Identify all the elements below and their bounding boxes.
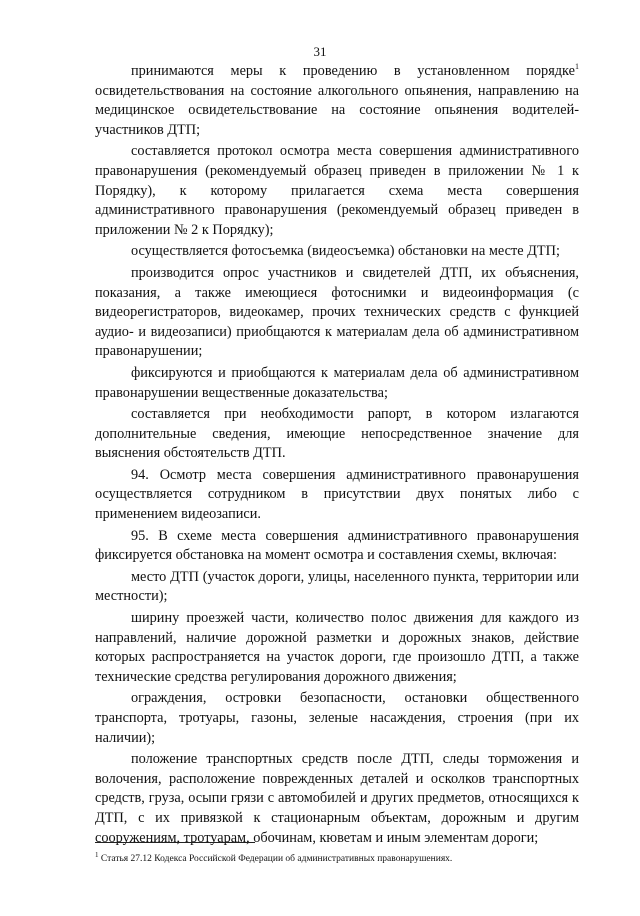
paragraph-1-tail: освидетельствования на состояние алкогольного опьянения, направлению на медицинское освидетельствование на состояние опьянения водителей-участников ДТП; xyxy=(95,82,579,138)
page-number: 31 xyxy=(313,44,327,59)
footnote-text: Статья 27.12 Кодекса Российской Федерации об административных правонарушениях. xyxy=(100,854,453,865)
paragraph-10: положение транспортных средств после ДТП, следы торможения и волочения, расположение поврежденных деталей и осколков транспортных средств, груза, осыпи грязи с автомобилей и других предметов, относящихся к ДТП, с их привязкой к стационарным объектам, дорожным и другим сооружениям, тротуарам, обочинам, кюветам и иным элементам дороги; xyxy=(95,751,579,846)
paragraph-5: фиксируются и приобщаются к материалам дела об административном правонарушении вещественные доказательства; xyxy=(95,364,579,401)
footnote-divider xyxy=(95,842,255,843)
paragraph-3: осуществляется фотосъемка (видеосъемка) обстановки на месте ДТП; xyxy=(131,243,560,260)
paragraph-4: производится опрос участников и свидетелей ДТП, их объяснения, показания, а также имеющиеся фотоснимки и видеоинформация (с видеорегистраторов, видеокамер, прочих технических средств с функцией аудио- и видеозаписи) приобщаются к материалам дела об административном правонарушении; xyxy=(95,264,579,360)
paragraph-8: ширину проезжей части, количество полос движения для каждого из направлений, наличие дорожной разметки и дорожных знаков, действие которых распространяется на участок дороги, где произошло ДТП, а также технические средства регулирования дорожного движения; xyxy=(95,610,579,685)
paragraph-6: составляется при необходимости рапорт, в котором излагаются дополнительные сведения, имеющие непосредственное значение для выяснения обстоятельств ДТП. xyxy=(95,406,579,462)
document-body xyxy=(95,62,579,850)
paragraph-2: составляется протокол осмотра места совершения административного правонарушения (рекомендуемый образец приведен в приложении № 1 к Порядку), к которому прилагается схема места совершения административного правонарушения (рекомендуемый образец приведен в приложении № 2 к Порядку); xyxy=(95,143,579,238)
paragraph-1-start: принимаются меры к проведению в установленном порядке xyxy=(131,63,575,79)
paragraph-9: ограждения, островки безопасности, остановки общественного транспорта, тротуары, газоны, зеленые насаждения, строения (при их наличии); xyxy=(95,690,579,746)
footnote-marker: 1 xyxy=(95,851,99,859)
paragraph-1 xyxy=(95,62,579,140)
paragraph-95: 95. В схеме места совершения административного правонарушения фиксируется обстановка на момент осмотра и составления схемы, включая: xyxy=(95,527,579,564)
footnote xyxy=(95,849,579,865)
paragraph-94: 94. Осмотр места совершения административного правонарушения осуществляется сотрудником в присутствии двух понятых либо с применением видеозаписи. xyxy=(95,466,579,523)
paragraph-7: место ДТП (участок дороги, улицы, населенного пункта, территории или местности); xyxy=(95,568,579,605)
footnote-reference: 1 xyxy=(575,62,579,72)
